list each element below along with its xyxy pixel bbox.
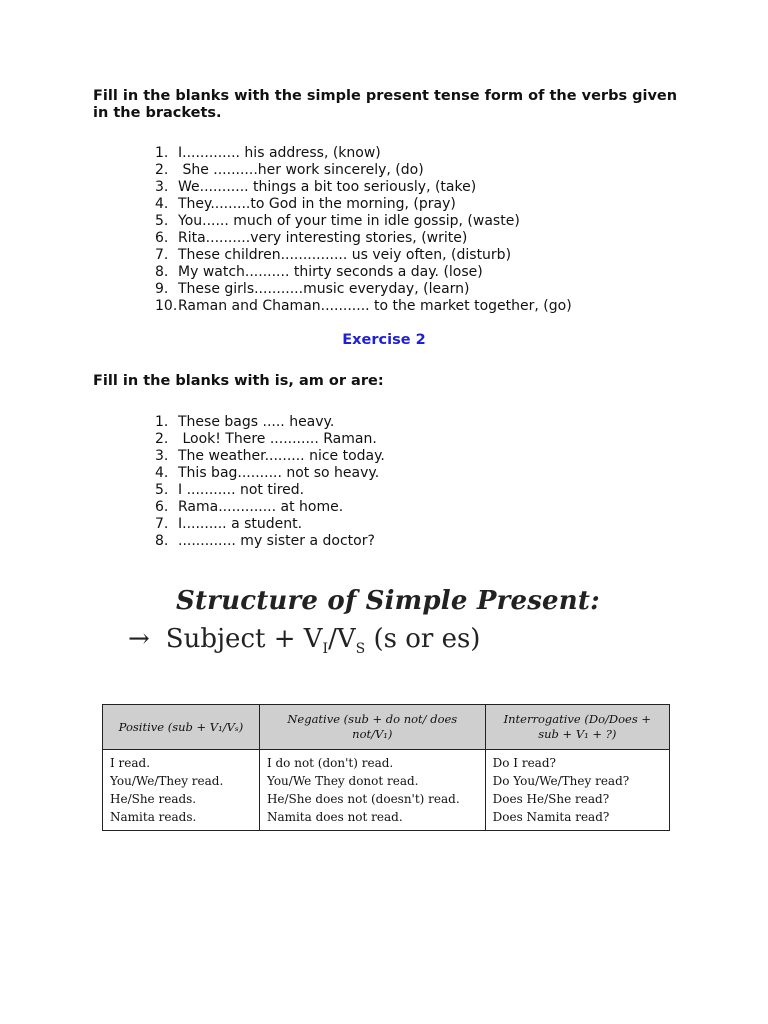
list-item: 1. These bags ..... heavy.: [155, 414, 335, 430]
table-line: I read.: [110, 756, 151, 770]
header-negative: Negative (sub + do not/ does not/V₁): [259, 705, 485, 750]
negative-cell: [259, 750, 485, 831]
interrogative-cell: [485, 750, 669, 831]
table-line: Does He/She read?: [492, 792, 610, 806]
table-line: Namita reads.: [110, 810, 197, 824]
table-line: Namita does not read.: [266, 810, 403, 824]
list-item: 9. These girls...........music everyday, (learn): [155, 281, 470, 297]
exercise2-list: [155, 414, 385, 550]
list-item: 5. I ........... not tired.: [155, 482, 305, 498]
list-item: 2. She ..........her work sincerely, (do): [155, 162, 424, 178]
list-item: 4. They.........to God in the morning, (pray): [155, 196, 456, 212]
exercise1-instruction: Fill in the blanks with the simple present tense form of the verbs given in the brackets.: [93, 88, 678, 121]
list-item: 7. These children............... us veiy often, (disturb): [155, 247, 512, 263]
list-item: 8. My watch.......... thirty seconds a day. (lose): [155, 264, 483, 280]
table-line: You/We/They read.: [110, 774, 224, 788]
table-line: I do not (don't) read.: [266, 756, 394, 770]
list-item: 5. You...... much of your time in idle gossip, (waste): [155, 213, 520, 229]
arrow-icon: →: [128, 624, 150, 654]
list-item: 4. This bag.......... not so heavy.: [155, 465, 380, 481]
list-item: 7. I.......... a student.: [155, 516, 303, 532]
exercise2-heading: Exercise 2: [342, 332, 426, 348]
list-item: 8. ............. my sister a doctor?: [155, 533, 375, 549]
table-line: Do I read?: [492, 756, 556, 770]
table-line: Do You/We/They read?: [492, 774, 630, 788]
header-positive: Positive (sub + V₁/Vₛ): [103, 705, 260, 750]
table-line: He/She does not (doesn't) read.: [266, 792, 460, 806]
table-line: You/We They donot read.: [266, 774, 419, 788]
table-line: Does Namita read?: [492, 810, 610, 824]
table-header-row: [103, 705, 670, 750]
list-item: 6. Rita..........very interesting stories, (write): [155, 230, 468, 246]
list-item: 3. The weather......... nice today.: [155, 448, 385, 464]
exercise2-instruction: Fill in the blanks with is, am or are:: [93, 373, 384, 389]
table-line: He/She reads.: [110, 792, 197, 806]
header-interrogative: Interrogative (Do/Does + sub + V₁ + ?): [485, 705, 669, 750]
list-item: 6. Rama............. at home.: [155, 499, 344, 515]
positive-cell: [103, 750, 260, 831]
structure-formula: → Subject + $V_I/V_S$ (s or es): [128, 624, 481, 657]
list-item: 2. Look! There ........... Raman.: [155, 431, 377, 447]
simple-present-table: [102, 704, 670, 831]
list-item: 10.Raman and Chaman........... to the market together, (go): [155, 298, 572, 314]
structure-title: Structure of Simple Present:: [176, 586, 600, 616]
exercise1-list: [155, 145, 572, 315]
table-row: [103, 750, 670, 831]
list-item: 1. I............. his address, (know): [155, 145, 381, 161]
list-item: 3. We........... things a bit too seriously, (take): [155, 179, 477, 195]
